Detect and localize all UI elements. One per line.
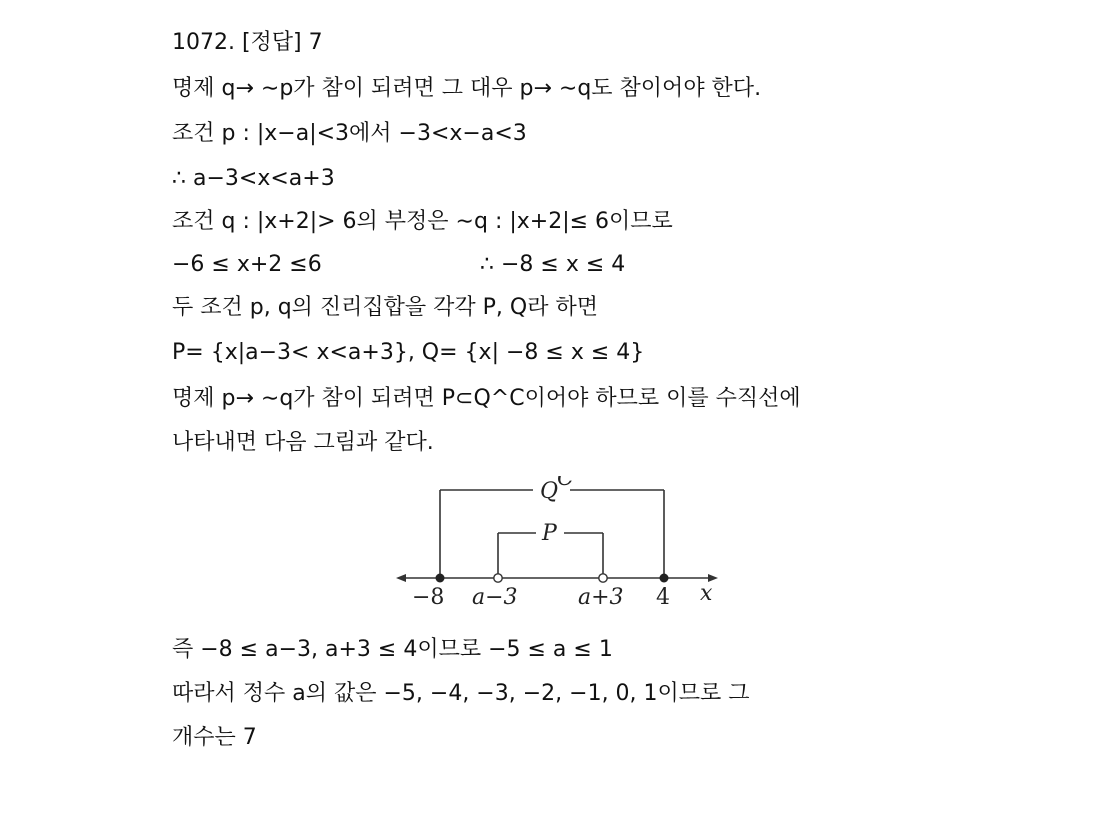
qc-superscript: C: [557, 476, 574, 491]
tick-label-neg8: −8: [412, 585, 445, 610]
open-point-a-plus-3: [599, 574, 607, 582]
closed-point-4: [660, 574, 669, 583]
axis-arrow-left: [396, 574, 406, 582]
solution-line-1: 명제 q→ ∼p가 참이 되려면 그 대우 p→ ∼q도 참이어야 한다.: [172, 76, 762, 101]
tick-label-a-minus-3: a−3: [472, 585, 518, 610]
solution-line-7: P= {x|a−3< x<a+3}, Q= {x| −8 ≤ x ≤ 4}: [172, 340, 645, 365]
tick-label-4: 4: [656, 585, 670, 610]
solution-line-6: 두 조건 p, q의 진리집합을 각각 P, Q라 하면: [172, 295, 598, 320]
tick-label-a-plus-3: a+3: [578, 585, 624, 610]
qc-label: Q: [540, 479, 559, 504]
number-line-svg: [390, 476, 730, 616]
open-point-a-minus-3: [494, 574, 502, 582]
solution-line-2: 조건 p : |x−a|<3에서 −3<x−a<3: [172, 121, 527, 146]
solution-line-5a: −6 ≤ x+2 ≤6: [172, 252, 322, 277]
problem-heading: 1072. [정답] 7: [172, 30, 323, 55]
solution-line-10: 즉 −8 ≤ a−3, a+3 ≤ 4이므로 −5 ≤ a ≤ 1: [172, 637, 613, 662]
solution-line-8: 명제 p→ ∼q가 참이 되려면 P⊂Q^C이어야 하므로 이를 수직선에: [172, 386, 801, 411]
number-line-figure: [390, 476, 730, 616]
solution-line-4: 조건 q : |x+2|> 6의 부정은 ∼q : |x+2|≤ 6이므로: [172, 209, 673, 234]
solution-line-12: 개수는 7: [172, 725, 257, 750]
solution-line-11: 따라서 정수 a의 값은 −5, −4, −3, −2, −1, 0, 1이므로 그: [172, 681, 750, 706]
axis-label-x: x: [700, 581, 713, 606]
closed-point-neg8: [436, 574, 445, 583]
p-label: P: [542, 521, 557, 546]
solution-line-9: 나타내면 다음 그림과 같다.: [172, 430, 434, 455]
solution-line-3: ∴ a−3<x<a+3: [172, 166, 335, 191]
solution-line-5b: ∴ −8 ≤ x ≤ 4: [480, 252, 626, 277]
